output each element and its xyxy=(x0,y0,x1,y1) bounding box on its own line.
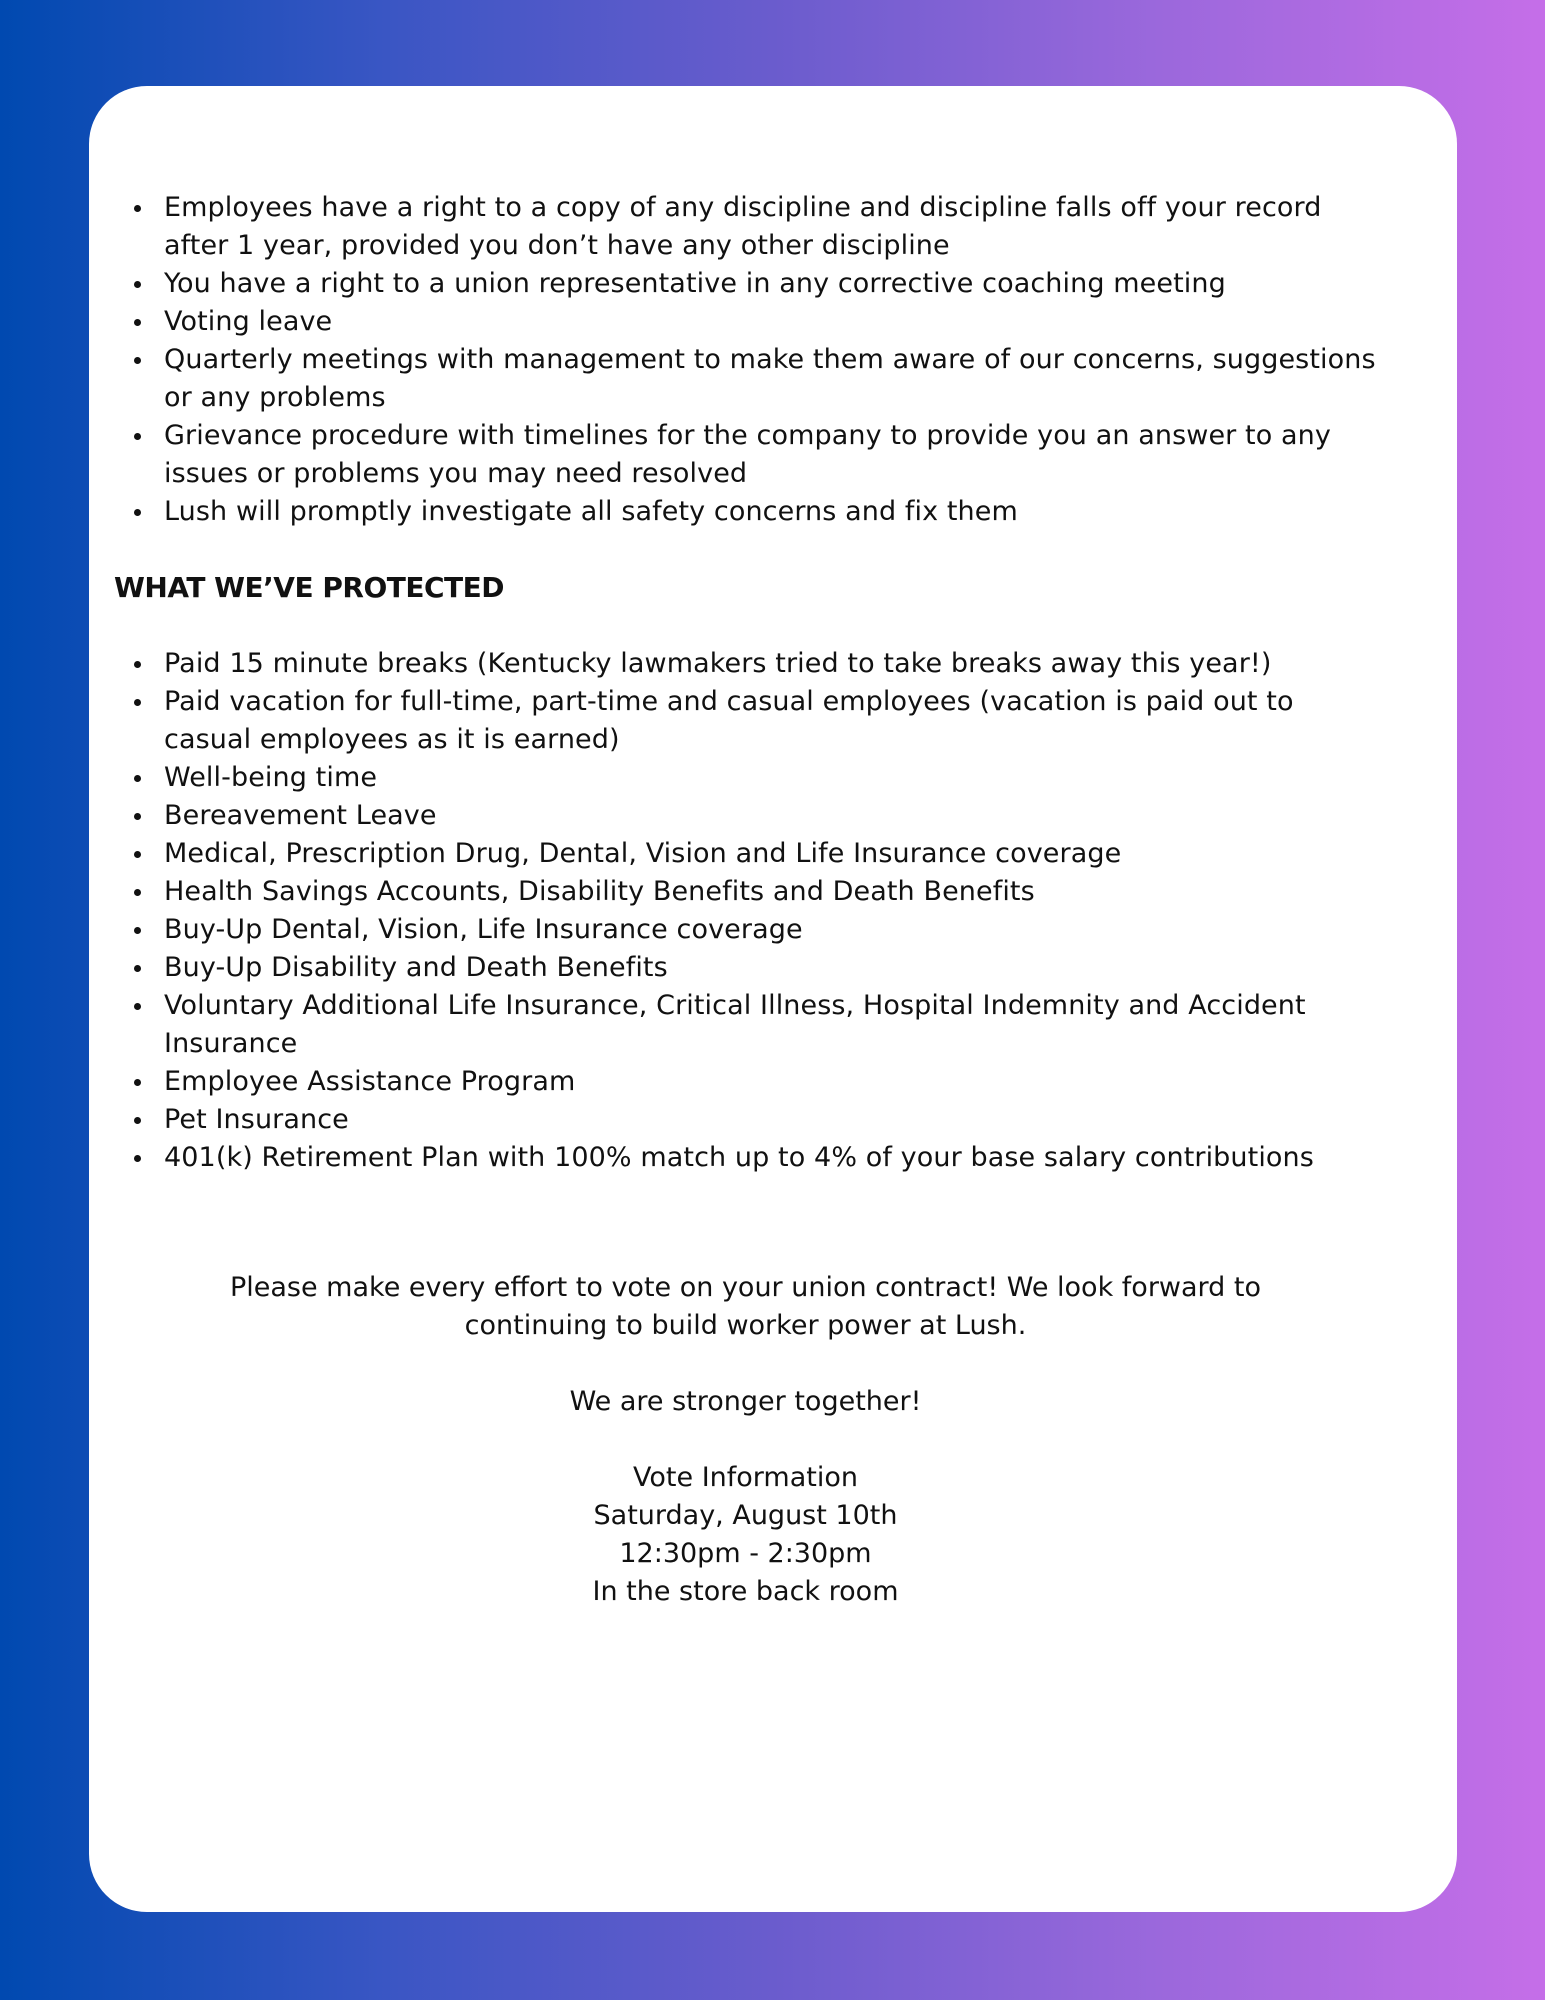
closing-message-line2: continuing to build worker power at Lush. xyxy=(464,1310,1027,1341)
vote-location: In the store back room xyxy=(592,1576,899,1607)
rights-list xyxy=(114,189,1377,531)
closing-section xyxy=(114,1269,1377,1611)
list-item: Employee Assistance Program xyxy=(164,1063,1377,1101)
list-item: Lush will promptly investigate all safety concerns and fix them xyxy=(164,493,1377,531)
list-item: Medical, Prescription Drug, Dental, Vision and Life Insurance coverage xyxy=(164,835,1377,873)
list-item: You have a right to a union representative in any corrective coaching meeting xyxy=(164,265,1377,303)
list-item: Health Savings Accounts, Disability Benefits and Death Benefits xyxy=(164,873,1377,911)
vote-time: 12:30pm - 2:30pm xyxy=(619,1538,872,1569)
list-item: Quarterly meetings with management to make them aware of our concerns, suggestions or any problems xyxy=(164,341,1377,417)
list-item: Bereavement Leave xyxy=(164,797,1377,835)
list-item: Employees have a right to a copy of any discipline and discipline falls off your record after 1 year, provided you don’t have any other discipline xyxy=(164,189,1377,265)
list-item: Paid vacation for full-time, part-time and casual employees (vacation is paid out to casual employees as it is earned) xyxy=(164,683,1377,759)
vote-date: Saturday, August 10th xyxy=(593,1500,898,1531)
list-item: Voluntary Additional Life Insurance, Critical Illness, Hospital Indemnity and Accident Insurance xyxy=(164,987,1377,1063)
content-card xyxy=(89,86,1457,1912)
list-item: 401(k) Retirement Plan with 100% match up to 4% of your base salary contributions xyxy=(164,1139,1377,1177)
vote-info-title: Vote Information xyxy=(633,1462,858,1493)
closing-message-line1: Please make every effort to vote on your union contract! We look forward to xyxy=(229,1272,1261,1303)
list-item: Pet Insurance xyxy=(164,1101,1377,1139)
list-item: Buy-Up Disability and Death Benefits xyxy=(164,949,1377,987)
list-item: Buy-Up Dental, Vision, Life Insurance coverage xyxy=(164,911,1377,949)
list-item: Paid 15 minute breaks (Kentucky lawmakers tried to take breaks away this year!) xyxy=(164,645,1377,683)
protected-heading: WHAT WE’VE PROTECTED xyxy=(114,571,504,604)
list-item: Grievance procedure with timelines for the company to provide you an answer to any issues or problems you may need resolved xyxy=(164,417,1377,493)
list-item: Well-being time xyxy=(164,759,1377,797)
list-item: Voting leave xyxy=(164,303,1377,341)
protected-list xyxy=(114,645,1377,1177)
slogan: We are stronger together! xyxy=(569,1386,922,1417)
